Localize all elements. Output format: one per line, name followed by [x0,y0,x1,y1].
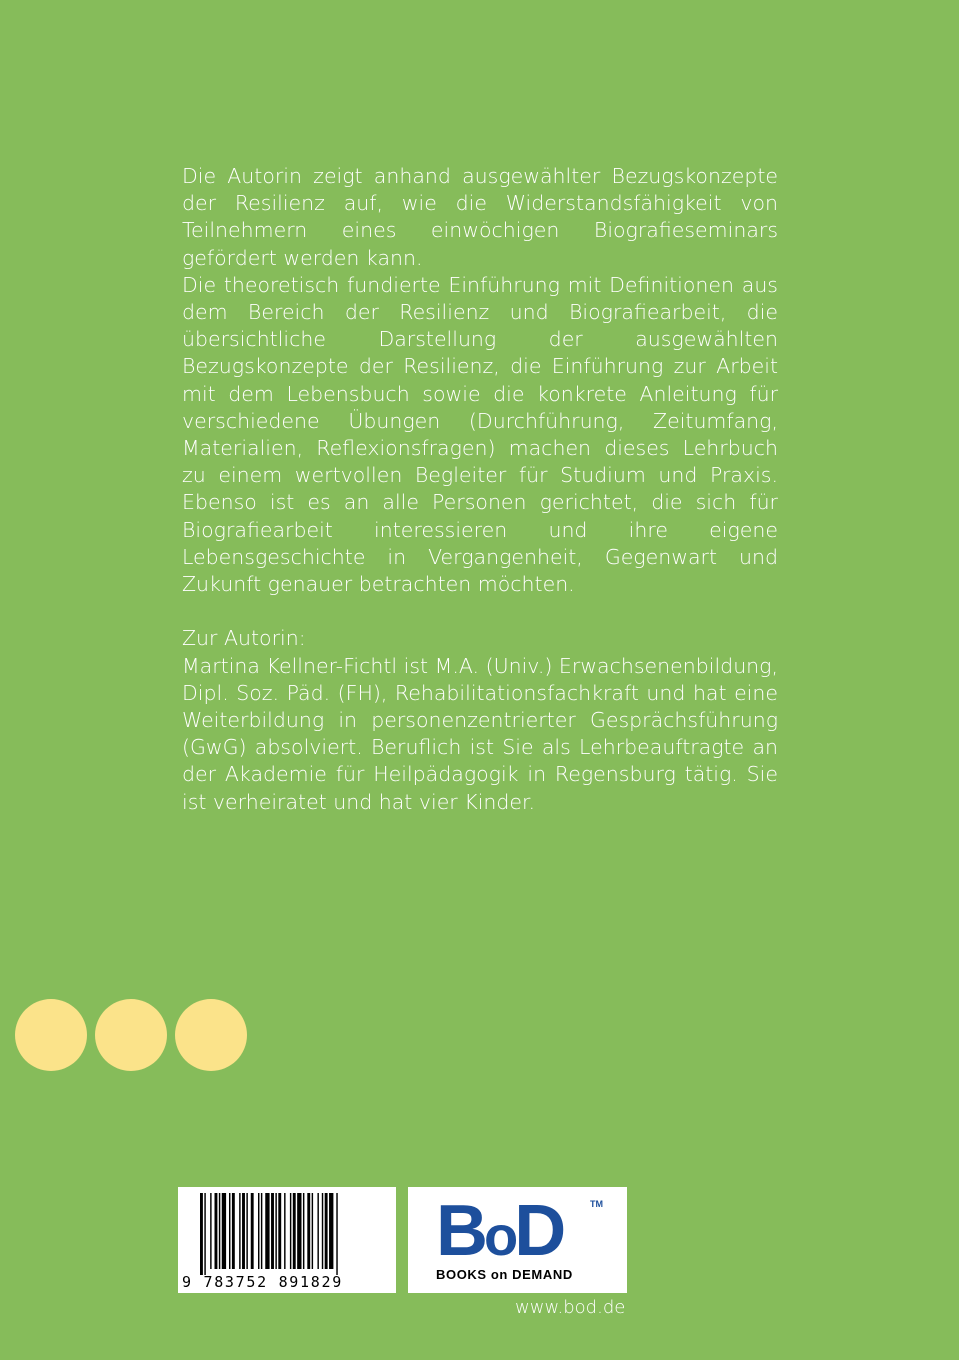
barcode-bar [261,1193,262,1269]
decorative-dot-3 [175,999,247,1071]
author-heading: Zur Autorin: [182,626,306,651]
barcode-bar [329,1193,333,1269]
isbn-digits: 9 783752 891829 [182,1273,343,1291]
barcode-bar [325,1193,328,1269]
barcode-bar [210,1193,211,1269]
decorative-dot-1 [15,999,87,1071]
isbn-barcode [178,1187,396,1293]
barcode-bar [265,1193,269,1269]
decorative-dots [15,999,247,1071]
barcode-bar [239,1193,240,1269]
barcode-bar [242,1193,245,1269]
barcode-bar [219,1193,220,1269]
decorative-dot-2 [95,999,167,1071]
blurb-paragraph-1: Die Autorin zeigt anhand ausgewählter Bezugskonzepte der Resilienz auf, wie die Widerstandsfähigkeit von Teilnehmern eines einwöchigen Biografieseminars gefördert werden kann. [182,164,778,270]
barcode-bar [303,1193,304,1269]
barcode-bar [293,1193,296,1269]
barcode-bar [278,1193,281,1269]
barcode-bar [284,1193,285,1269]
barcode-bar [204,1193,205,1275]
bod-logo-d: D [514,1191,563,1271]
barcode-bar [275,1193,276,1269]
barcode-bar [215,1193,218,1269]
bod-logo [436,1191,563,1271]
barcode-bar [297,1193,301,1269]
bod-tagline: BOOKS on DEMAND [436,1267,573,1282]
barcode-bar [258,1193,259,1269]
bod-logo-b: B [436,1191,484,1271]
barcode-bar [336,1193,337,1275]
barcode-bar [222,1193,226,1269]
barcode-bar [251,1193,254,1269]
barcode-bar [232,1193,235,1269]
barcode-bar [307,1193,310,1269]
author-bio: Martina Kellner-Fichtl ist M.A. (Univ.) Erwachsenenbildung, Dipl. Soz. Päd. (FH), Rehabilitationsfachkraft und hat eine Weiterbildung in personenzentrierter Gesprächsführung (GwG) absolviert. Beruflich ist Sie als Lehrbeauftragte an der Akademie für Heilpädagogik in Regensburg tätig. Sie ist verheiratet und hat vier Kinder. [182,653,778,814]
barcode-bar [312,1193,313,1269]
publisher-logo-box [408,1187,627,1293]
bod-logo-o: o [484,1204,515,1267]
back-cover-blurb [182,163,778,816]
publisher-website: www.bod.de [515,1297,626,1318]
barcode-bar [229,1193,230,1269]
trademark-symbol: TM [590,1199,603,1209]
paragraph-gap [182,598,778,625]
barcode-bar [246,1193,247,1269]
barcode-bar [322,1193,323,1269]
blurb-paragraph-2: Die theoretisch fundierte Einführung mit Definitionen aus dem Bereich der Resilienz und Biografiearbeit, die übersichtliche Darstellung der ausgewählten Bezugskonzepte der Resilienz, die Einführung zur Arbeit mit dem Lebensbuch sowie die konkrete Anleitung für verschiedene Übungen (Durchführung, Zeitumfang, Materialien, Reflexionsfragen) machen dieses Lehrbuch zu einem wertvollen Begleiter für Studium und Praxis. Ebenso ist es an alle Personen gerichtet, die sich für Biografiearbeit interessieren und ihre eigene Lebensgeschichte in Vergangenheit, Gegenwart und Zukunft genauer betrachten möchten. [182,272,778,597]
barcode-bar [290,1193,291,1269]
barcode-bars [178,1187,396,1275]
barcode-bar [200,1193,203,1275]
barcode-bar [271,1193,274,1269]
barcode-bar [317,1193,318,1269]
